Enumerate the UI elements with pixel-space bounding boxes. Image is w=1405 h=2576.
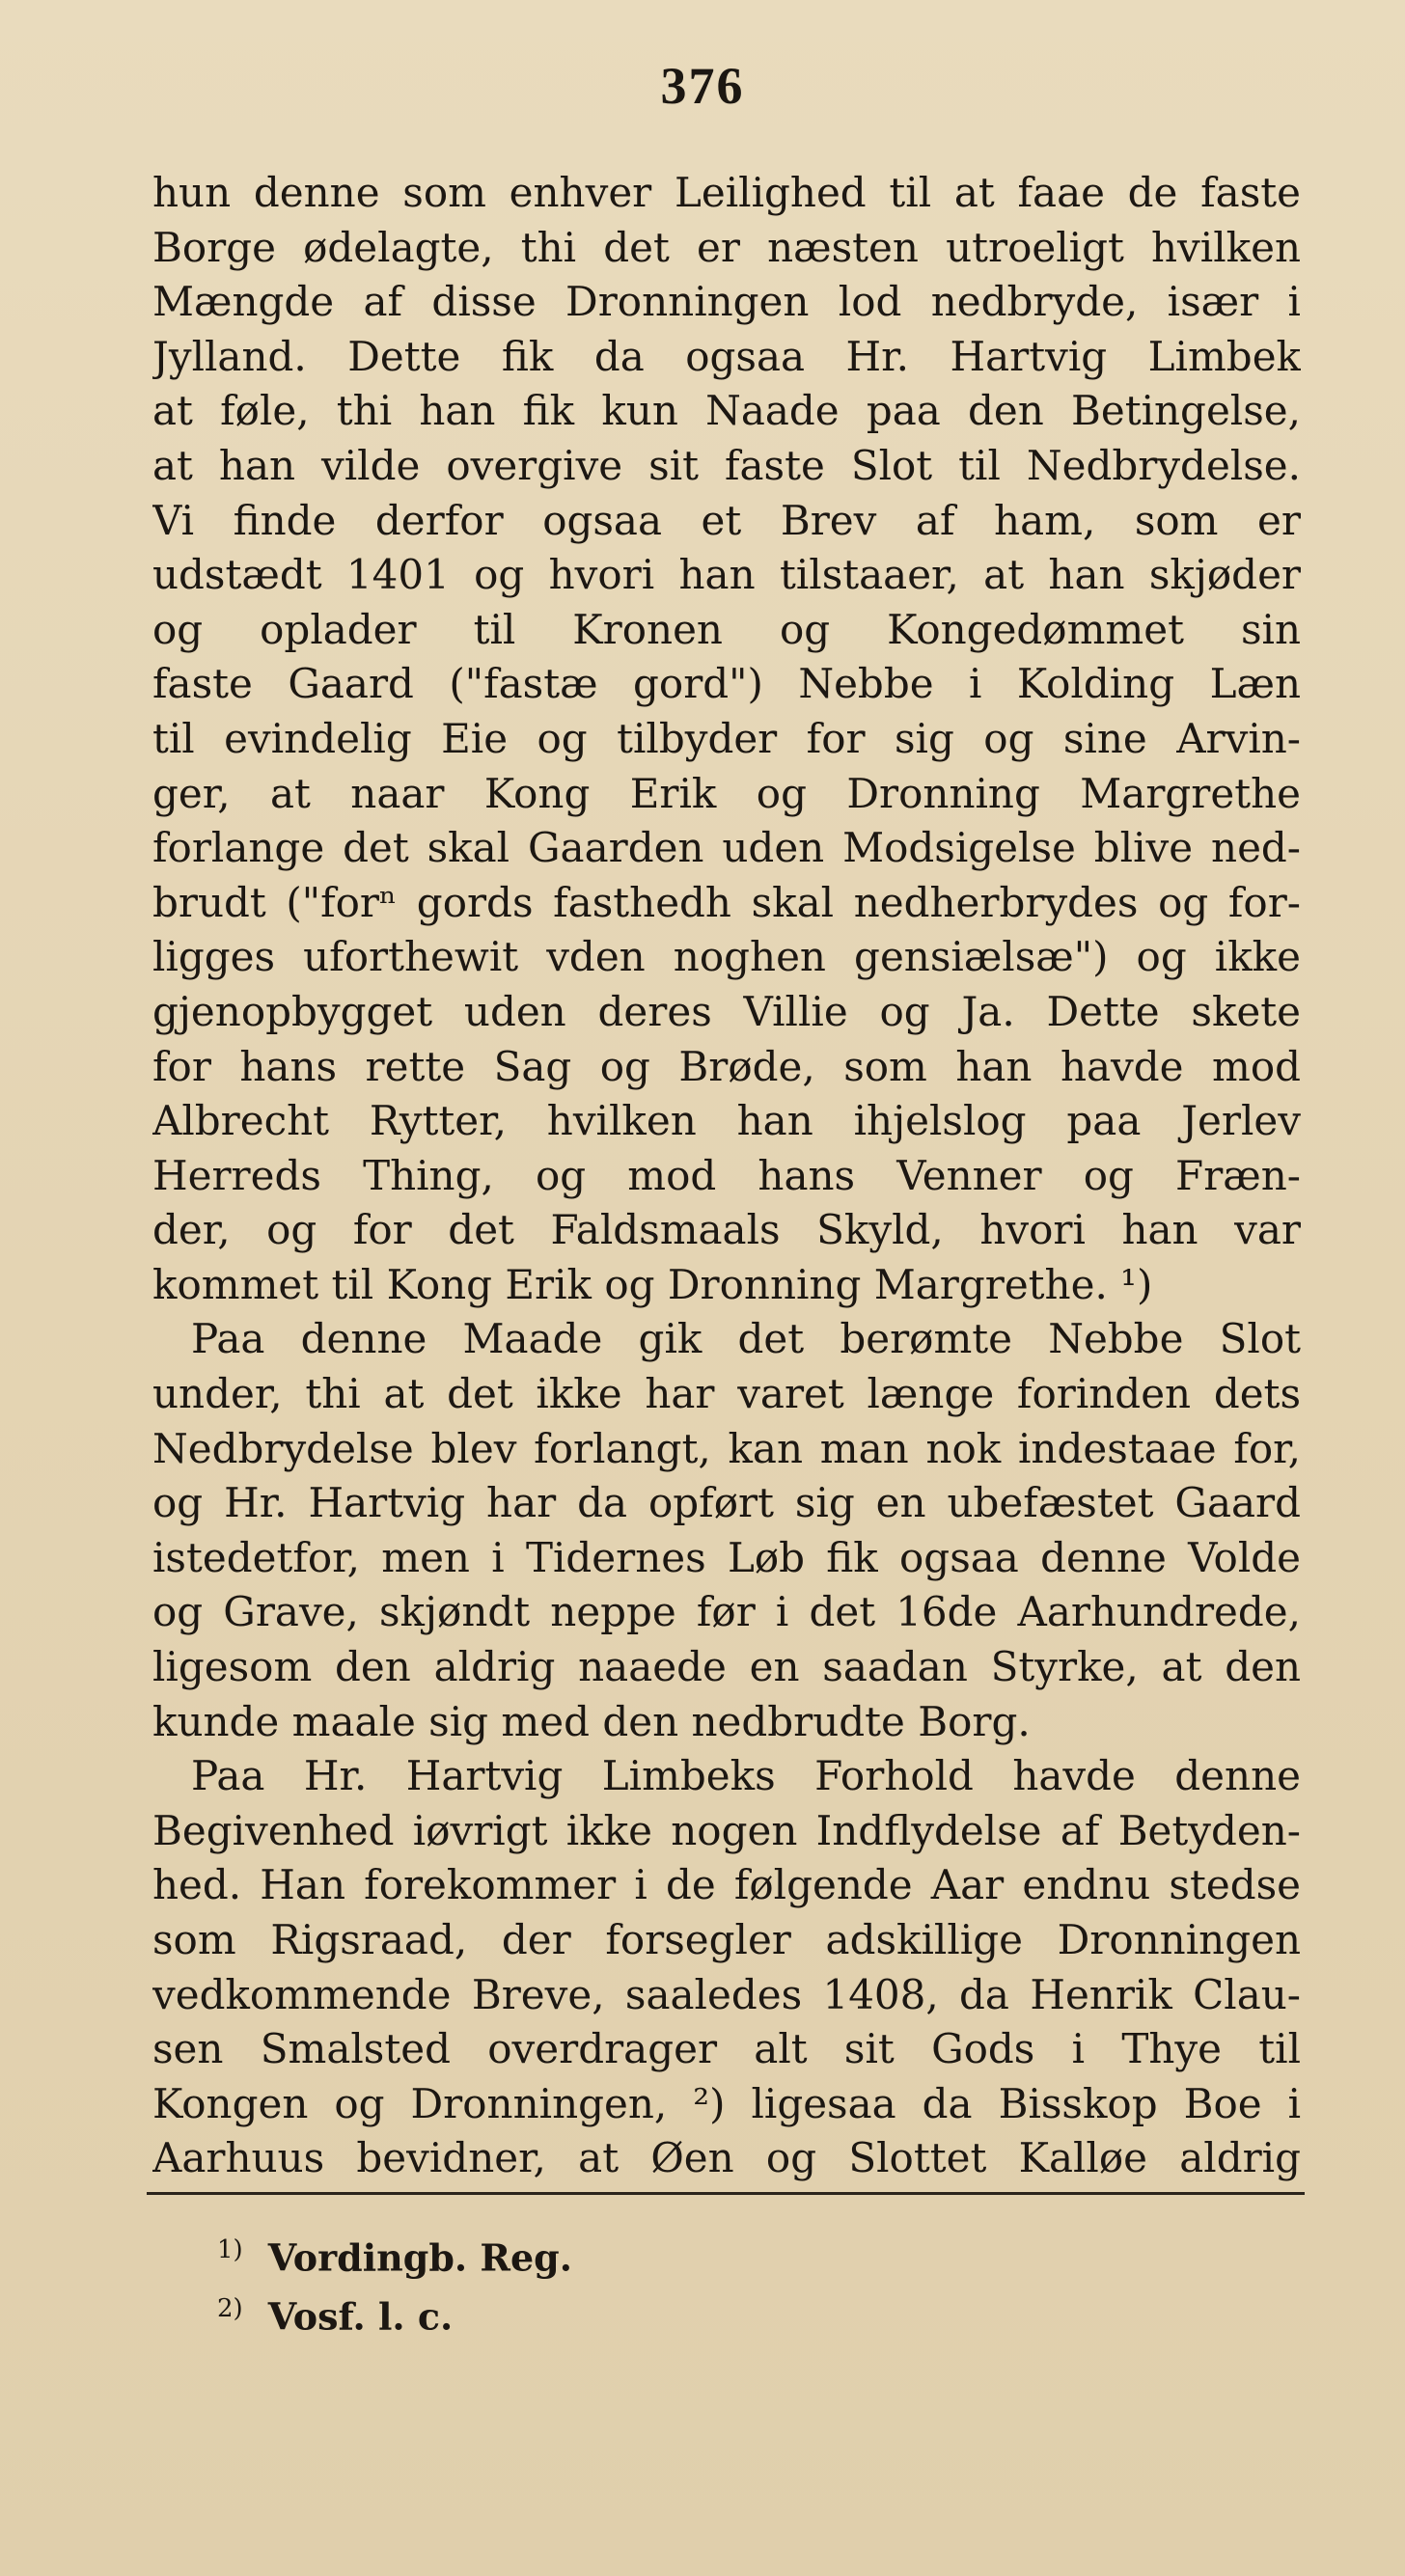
- text-line: kommet til Kong Erik og Dronning Margrethe. ¹): [152, 1260, 1153, 1308]
- footnote: [217, 2225, 572, 2284]
- text-line: udstædt 1401 og hvori han tilstaaer, at han skjøder: [152, 551, 1301, 599]
- text-line: der, og for det Faldsmaals Skyld, hvori han var: [152, 1206, 1301, 1254]
- text-line: Jylland. Dette fik da ogsaa Hr. Hartvig Limbek: [152, 332, 1301, 380]
- text-line: og Hr. Hartvig har da opført sig en ubefæstet Gaard: [152, 1479, 1301, 1527]
- text-line: Herreds Thing, og mod hans Venner og Fræn-: [152, 1151, 1301, 1199]
- text-line: hun denne som enhver Leilighed til at faae de faste: [152, 169, 1301, 216]
- text-line: forlange det skal Gaarden uden Modsigelse blive ned-: [152, 824, 1301, 872]
- text-line: Paa denne Maade gik det berømte Nebbe Slot: [191, 1315, 1301, 1363]
- text-line: kunde maale sig med den nedbrudte Borg.: [152, 1697, 1031, 1745]
- text-line: ger, at naar Kong Erik og Dronning Margrethe: [152, 769, 1301, 817]
- text-line: til evindelig Eie og tilbyder for sig og sine Arvin-: [152, 714, 1301, 762]
- text-line: ligesom den aldrig naaede en saadan Styrke, at den: [152, 1643, 1301, 1691]
- footnote-text: Vordingb. Reg.: [267, 2235, 572, 2280]
- text-line: Kongen og Dronningen, ²) ligesaa da Bisskop Boe i: [152, 2079, 1301, 2127]
- text-line: som Rigsraad, der forsegler adskillige Dronningen: [152, 1916, 1301, 1963]
- text-line: vedkommende Breve, saaledes 1408, da Henrik Clau-: [152, 1970, 1301, 2018]
- text-line: Paa Hr. Hartvig Limbeks Forhold havde denne: [191, 1752, 1301, 1800]
- footnote-mark: 2): [217, 2293, 243, 2323]
- text-line: Vi finde derfor ogsaa et Brev af ham, som er: [152, 496, 1301, 544]
- body-text: [152, 166, 1301, 2186]
- footnote-mark: 1): [217, 2235, 243, 2264]
- text-line: hed. Han forekommer i de følgende Aar endnu stedse: [152, 1861, 1301, 1909]
- text-line: og oplader til Kronen og Kongedømmet sin: [152, 605, 1301, 653]
- text-line: for hans rette Sag og Brøde, som han havde mod: [152, 1042, 1301, 1090]
- text-line: faste Gaard ("fastæ gord") Nebbe i Kolding Læn: [152, 660, 1301, 708]
- text-line: Mængde af disse Dronningen lod nedbryde, især i: [152, 278, 1301, 326]
- text-line: at han vilde overgive sit faste Slot til Nedbrydelse.: [152, 441, 1301, 489]
- text-line: Borge ødelagte, thi det er næsten utroeligt hvilken: [152, 223, 1301, 271]
- text-line: under, thi at det ikke har varet længe forinden dets: [152, 1370, 1301, 1418]
- text-line: Nedbrydelse blev forlangt, kan man nok indestaae for,: [152, 1424, 1301, 1472]
- text-line: ligges uforthewit vden noghen gensiælsæ") og ikke: [152, 933, 1301, 981]
- page-number: 376: [660, 57, 745, 115]
- text-line: sen Smalsted overdrager alt sit Gods i Thye til: [152, 2025, 1301, 2073]
- text-line: Albrecht Rytter, hvilken han ihjelslog paa Jerlev: [152, 1097, 1301, 1145]
- footnotes: [217, 2225, 572, 2342]
- footnote-divider: [147, 2192, 1305, 2195]
- text-line: Aarhuus bevidner, at Øen og Slottet Kalløe aldrig: [152, 2134, 1301, 2182]
- text-line: og Grave, skjøndt neppe før i det 16de Aarhundrede,: [152, 1588, 1301, 1636]
- footnote-text: Vosf. l. c.: [267, 2294, 454, 2339]
- text-line: at føle, thi han fik kun Naade paa den Betingelse,: [152, 387, 1301, 435]
- text-line: istedetfor, men i Tidernes Løb fik ogsaa denne Volde: [152, 1533, 1301, 1581]
- footnote: [217, 2284, 572, 2343]
- text-line: brudt ("forⁿ gords fasthedh skal nedherbrydes og for-: [152, 878, 1301, 926]
- text-line: gjenopbygget uden deres Villie og Ja. Dette skete: [152, 987, 1301, 1035]
- text-line: Begivenhed iøvrigt ikke nogen Indflydelse af Betyden-: [152, 1806, 1301, 1854]
